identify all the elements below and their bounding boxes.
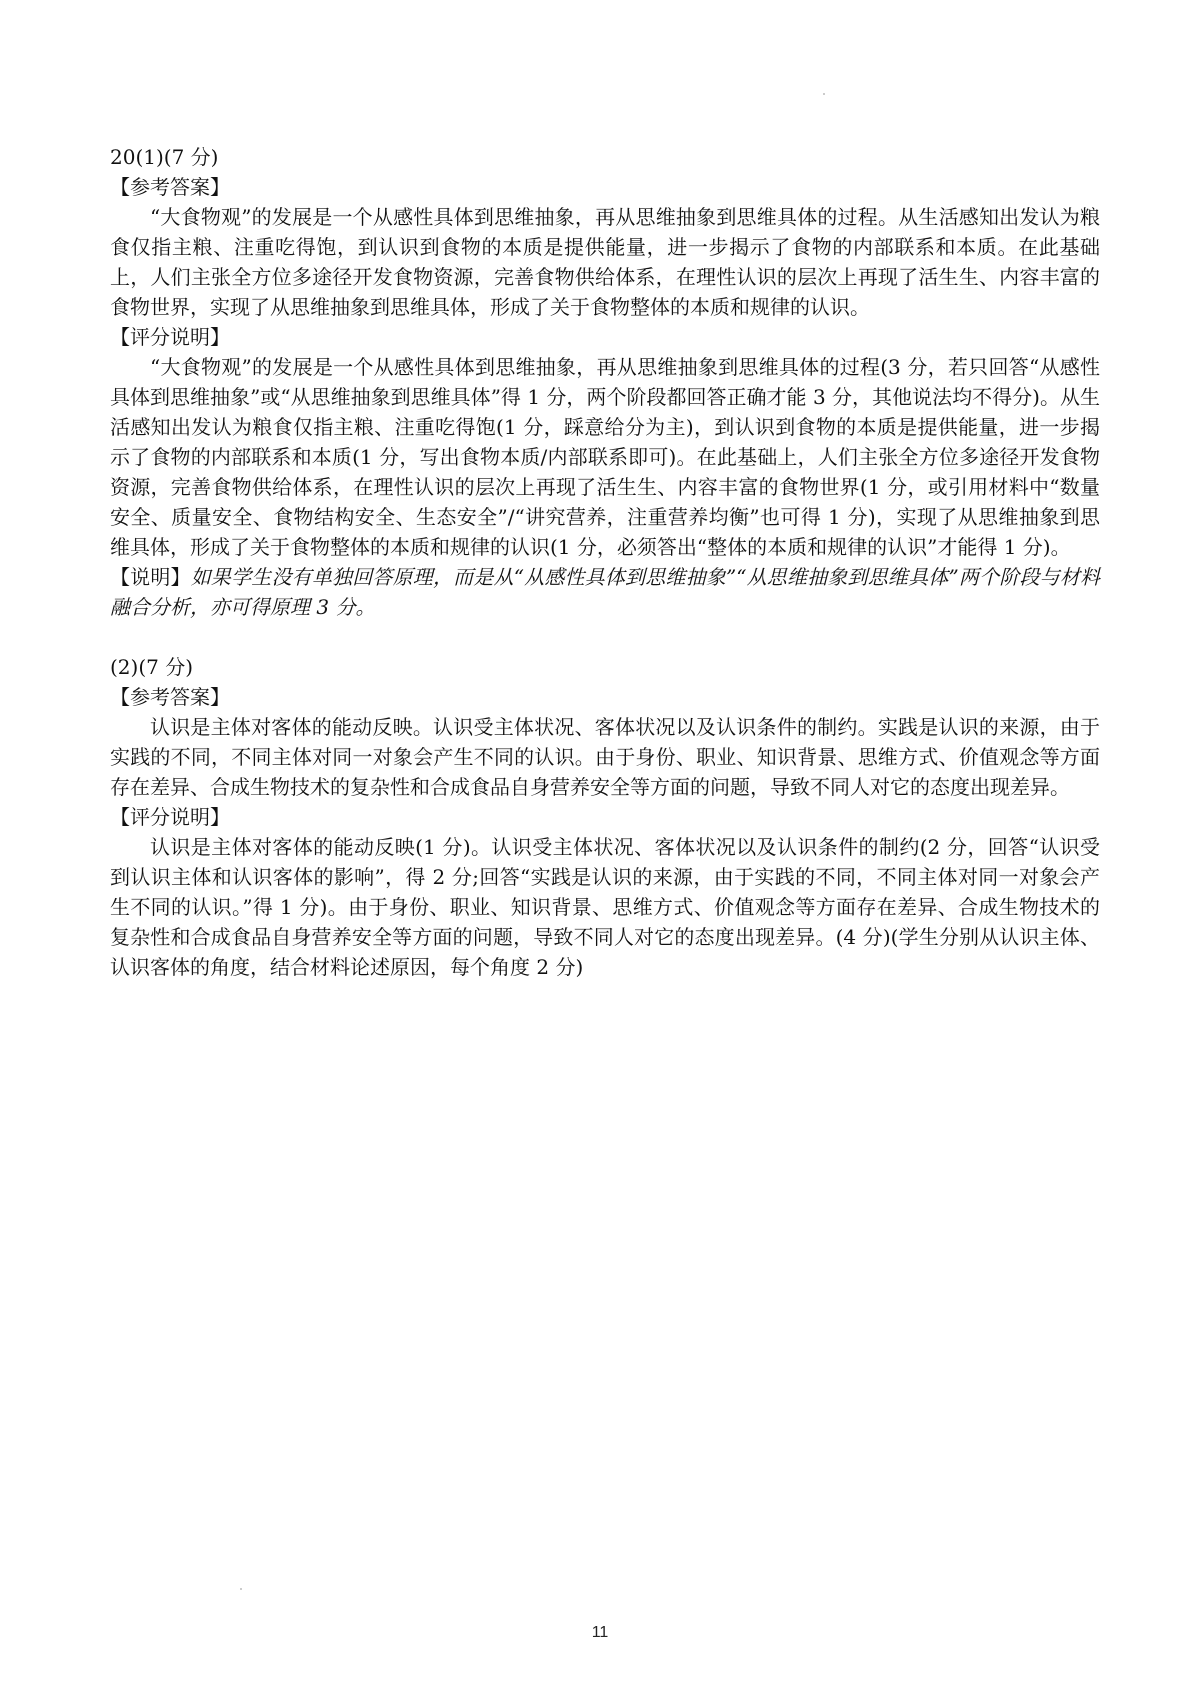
note-paragraph bbox=[110, 562, 1100, 622]
page-number: 11 bbox=[591, 1624, 609, 1641]
reference-answer-heading: 【参考答案】 bbox=[110, 175, 230, 199]
section-gap bbox=[110, 622, 1100, 652]
scoring-heading: 【评分说明】 bbox=[110, 325, 230, 349]
scan-speck bbox=[823, 93, 825, 95]
reference-answer-text: 认识是主体对客体的能动反映。认识受主体状况、客体状况以及认识条件的制约。实践是认识的来源，由于实践的不同，不同主体对同一对象会产生不同的认识。由于身份、职业、知识背景、思维方式、价值观念等方面存在差异、合成生物技术的复杂性和合成食品自身营养安全等方面的问题，导致不同人对它的态度出现差异。 bbox=[110, 715, 1100, 799]
note-label: 【说明】 bbox=[110, 565, 191, 589]
scan-speck bbox=[240, 1588, 242, 1590]
scoring-text: “大食物观”的发展是一个从感性具体到思维抽象，再从思维抽象到思维具体的过程(3 分，若只回答“从感性具体到思维抽象”或“从思维抽象到思维具体”得 1 分，两个阶段都回答正确才能 3 分，其他说法均不得分)。从生活感知出发认为粮食仅指主粮、注重吃得饱(1 分，踩意给分为主)，到认识到食物的本质是提供能量，进一步揭示了食物的内部联系和本质(1 分，写出食物本质/内部联系即可)。在此基础上，人们主张全方位多途径开发食物资源，完善食物供给体系，在理性认识的层次上再现了活生生、内容丰富的食物世界(1 分，或引用材料中“数量安全、质量安全、食物结构安全、生态安全”/“讲究营养，注重营养均衡”也可得 1 分)，实现了从思维抽象到思维具体，形成了关于食物整体的本质和规律的认识(1 分，必须答出“整体的本质和规律的认识”才能得 1 分)。 bbox=[110, 355, 1100, 559]
question-20-part-1 bbox=[110, 142, 1100, 622]
reference-answer-text: “大食物观”的发展是一个从感性具体到思维抽象，再从思维抽象到思维具体的过程。从生活感知出发认为粮食仅指主粮、注重吃得饱，到认识到食物的本质是提供能量，进一步揭示了食物的内部联系和本质。在此基础上，人们主张全方位多途径开发食物资源，完善食物供给体系，在理性认识的层次上再现了活生生、内容丰富的食物世界，实现了从思维抽象到思维具体，形成了关于食物整体的本质和规律的认识。 bbox=[110, 205, 1100, 319]
question-20-part-2 bbox=[110, 652, 1100, 982]
scoring-heading: 【评分说明】 bbox=[110, 805, 230, 829]
document-page bbox=[110, 142, 1100, 982]
scoring-text: 认识是主体对客体的能动反映(1 分)。认识受主体状况、客体状况以及认识条件的制约(2 分，回答“认识受到认识主体和认识客体的影响”，得 2 分;回答“实践是认识的来源，由于实践的不同，不同主体对同一对象会产生不同的认识。”得 1 分)。由于身份、职业、知识背景、思维方式、价值观念等方面存在差异、合成生物技术的复杂性和合成食品自身营养安全等方面的问题，导致不同人对它的态度出现差异。(4 分)(学生分别从认识主体、认识客体的角度，结合材料论述原因，每个角度 2 分) bbox=[110, 835, 1100, 979]
note-text: 如果学生没有单独回答原理，而是从“从感性具体到思维抽象”“从思维抽象到思维具体”两个阶段与材料融合分析，亦可得原理 3 分。 bbox=[110, 565, 1100, 619]
question-title: (2)(7 分) bbox=[110, 655, 194, 679]
reference-answer-heading: 【参考答案】 bbox=[110, 685, 230, 709]
question-title: 20(1)(7 分) bbox=[110, 145, 219, 169]
